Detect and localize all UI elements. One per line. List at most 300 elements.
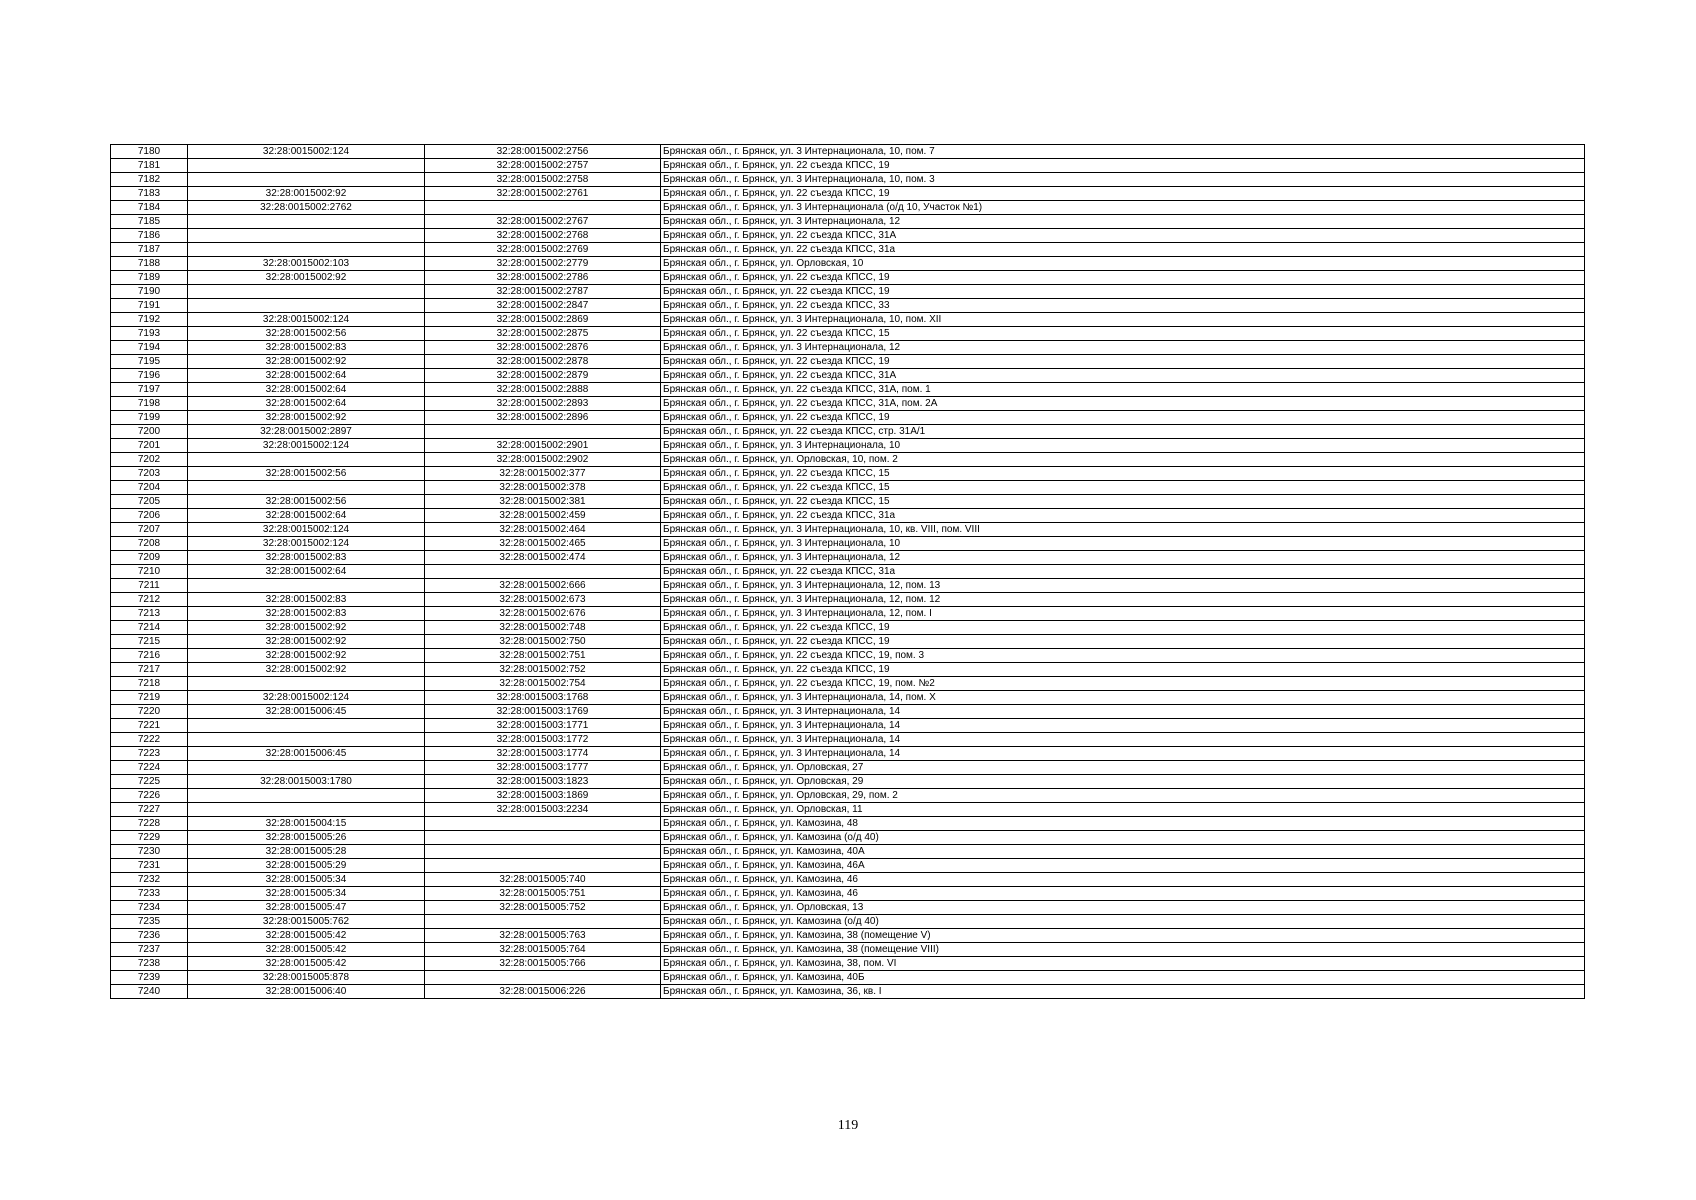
land-plot-number-cell: 32:28:0015002:92: [188, 663, 425, 677]
land-plot-number-cell: 32:28:0015002:92: [188, 411, 425, 425]
object-number-cell: 32:28:0015005:751: [425, 887, 661, 901]
table-row: [111, 551, 1585, 565]
land-plot-number-cell: 32:28:0015005:762: [188, 915, 425, 929]
land-plot-number-cell: 32:28:0015005:47: [188, 901, 425, 915]
address-cell: Брянская обл., г. Брянск, ул. 22 съезда КПСС, 19: [661, 411, 1585, 425]
row-number-cell: 7199: [111, 411, 188, 425]
address-cell: Брянская обл., г. Брянск, ул. Камозина, 48: [661, 817, 1585, 831]
land-plot-number-cell: 32:28:0015002:2897: [188, 425, 425, 439]
address-cell: Брянская обл., г. Брянск, ул. 22 съезда КПСС, 19: [661, 663, 1585, 677]
land-plot-number-cell: 32:28:0015002:64: [188, 509, 425, 523]
row-number-cell: 7183: [111, 187, 188, 201]
object-number-cell: 32:28:0015002:2896: [425, 411, 661, 425]
row-number-cell: 7181: [111, 159, 188, 173]
land-plot-number-cell: 32:28:0015005:34: [188, 887, 425, 901]
object-number-cell: [425, 565, 661, 579]
land-plot-number-cell: 32:28:0015005:28: [188, 845, 425, 859]
object-number-cell: 32:28:0015002:2756: [425, 145, 661, 159]
address-cell: Брянская обл., г. Брянск, ул. 3 Интернационала, 14: [661, 705, 1585, 719]
land-plot-number-cell: 32:28:0015005:878: [188, 971, 425, 985]
table-row: [111, 649, 1585, 663]
address-cell: Брянская обл., г. Брянск, ул. 22 съезда КПСС, 19, пом. №2: [661, 677, 1585, 691]
address-cell: Брянская обл., г. Брянск, ул. 3 Интернационала, 10, пом. XII: [661, 313, 1585, 327]
table-row: [111, 369, 1585, 383]
address-cell: Брянская обл., г. Брянск, ул. 22 съезда КПСС, 19: [661, 159, 1585, 173]
row-number-cell: 7188: [111, 257, 188, 271]
land-plot-number-cell: 32:28:0015002:124: [188, 145, 425, 159]
address-cell: Брянская обл., г. Брянск, ул. 22 съезда КПСС, 31А, пом. 1: [661, 383, 1585, 397]
table-row: [111, 719, 1585, 733]
land-plot-number-cell: 32:28:0015002:83: [188, 341, 425, 355]
object-number-cell: 32:28:0015002:2893: [425, 397, 661, 411]
address-cell: Брянская обл., г. Брянск, ул. 3 Интернационала (о/д 10, Участок №1): [661, 201, 1585, 215]
address-cell: Брянская обл., г. Брянск, ул. 22 съезда КПСС, 19: [661, 621, 1585, 635]
address-cell: Брянская обл., г. Брянск, ул. 3 Интернационала, 12, пом. 12: [661, 593, 1585, 607]
land-plot-number-cell: 32:28:0015002:92: [188, 355, 425, 369]
address-cell: Брянская обл., г. Брянск, ул. 22 съезда КПСС, 19, пом. 3: [661, 649, 1585, 663]
land-plot-number-cell: 32:28:0015002:92: [188, 271, 425, 285]
table-row: [111, 453, 1585, 467]
land-plot-number-cell: [188, 761, 425, 775]
row-number-cell: 7231: [111, 859, 188, 873]
land-plot-number-cell: 32:28:0015006:45: [188, 705, 425, 719]
row-number-cell: 7224: [111, 761, 188, 775]
address-cell: Брянская обл., г. Брянск, ул. Орловская, 13: [661, 901, 1585, 915]
land-plot-number-cell: 32:28:0015002:56: [188, 327, 425, 341]
table-row: [111, 523, 1585, 537]
address-cell: Брянская обл., г. Брянск, ул. Камозина, 46А: [661, 859, 1585, 873]
address-cell: Брянская обл., г. Брянск, ул. Камозина (о/д 40): [661, 915, 1585, 929]
row-number-cell: 7182: [111, 173, 188, 187]
land-plot-number-cell: 32:28:0015005:34: [188, 873, 425, 887]
table-row: [111, 929, 1585, 943]
row-number-cell: 7208: [111, 537, 188, 551]
address-cell: Брянская обл., г. Брянск, ул. 3 Интернационала, 14: [661, 733, 1585, 747]
address-cell: Брянская обл., г. Брянск, ул. Камозина, 46: [661, 873, 1585, 887]
object-number-cell: 32:28:0015005:763: [425, 929, 661, 943]
row-number-cell: 7180: [111, 145, 188, 159]
address-cell: Брянская обл., г. Брянск, ул. Камозина, 38 (помещение V): [661, 929, 1585, 943]
table-row: [111, 747, 1585, 761]
row-number-cell: 7184: [111, 201, 188, 215]
land-plot-number-cell: [188, 789, 425, 803]
table-row: [111, 733, 1585, 747]
row-number-cell: 7209: [111, 551, 188, 565]
row-number-cell: 7230: [111, 845, 188, 859]
row-number-cell: 7220: [111, 705, 188, 719]
row-number-cell: 7202: [111, 453, 188, 467]
land-plot-number-cell: 32:28:0015005:42: [188, 929, 425, 943]
object-number-cell: 32:28:0015002:378: [425, 481, 661, 495]
land-plot-number-cell: 32:28:0015002:124: [188, 313, 425, 327]
object-number-cell: 32:28:0015002:2786: [425, 271, 661, 285]
land-plot-number-cell: 32:28:0015002:83: [188, 607, 425, 621]
row-number-cell: 7219: [111, 691, 188, 705]
object-number-cell: 32:28:0015003:1771: [425, 719, 661, 733]
object-number-cell: [425, 859, 661, 873]
land-plot-number-cell: [188, 677, 425, 691]
object-number-cell: 32:28:0015002:2847: [425, 299, 661, 313]
object-number-cell: 32:28:0015002:2767: [425, 215, 661, 229]
address-cell: Брянская обл., г. Брянск, ул. 22 съезда КПСС, 15: [661, 327, 1585, 341]
land-plot-number-cell: 32:28:0015002:64: [188, 383, 425, 397]
object-number-cell: 32:28:0015002:2878: [425, 355, 661, 369]
table-row: [111, 187, 1585, 201]
object-number-cell: 32:28:0015002:754: [425, 677, 661, 691]
object-number-cell: 32:28:0015002:2888: [425, 383, 661, 397]
table-row: [111, 677, 1585, 691]
table-row: [111, 439, 1585, 453]
table-row: [111, 173, 1585, 187]
address-cell: Брянская обл., г. Брянск, ул. 22 съезда КПСС, 31а: [661, 509, 1585, 523]
object-number-cell: 32:28:0015002:2787: [425, 285, 661, 299]
object-number-cell: 32:28:0015002:465: [425, 537, 661, 551]
row-number-cell: 7203: [111, 467, 188, 481]
object-number-cell: 32:28:0015002:751: [425, 649, 661, 663]
land-plot-number-cell: 32:28:0015005:42: [188, 957, 425, 971]
row-number-cell: 7225: [111, 775, 188, 789]
address-cell: Брянская обл., г. Брянск, ул. Орловская, 10, пом. 2: [661, 453, 1585, 467]
row-number-cell: 7240: [111, 985, 188, 999]
row-number-cell: 7223: [111, 747, 188, 761]
object-number-cell: 32:28:0015003:2234: [425, 803, 661, 817]
address-cell: Брянская обл., г. Брянск, ул. Камозина, 40Б: [661, 971, 1585, 985]
row-number-cell: 7206: [111, 509, 188, 523]
address-cell: Брянская обл., г. Брянск, ул. Орловская, 10: [661, 257, 1585, 271]
object-number-cell: 32:28:0015003:1777: [425, 761, 661, 775]
address-cell: Брянская обл., г. Брянск, ул. 22 съезда КПСС, 19: [661, 355, 1585, 369]
address-cell: Брянская обл., г. Брянск, ул. Камозина, 46: [661, 887, 1585, 901]
row-number-cell: 7232: [111, 873, 188, 887]
table-row: [111, 831, 1585, 845]
land-plot-number-cell: 32:28:0015002:124: [188, 523, 425, 537]
object-number-cell: 32:28:0015002:666: [425, 579, 661, 593]
table-row: [111, 887, 1585, 901]
object-number-cell: 32:28:0015005:740: [425, 873, 661, 887]
object-number-cell: 32:28:0015002:2902: [425, 453, 661, 467]
land-plot-number-cell: [188, 159, 425, 173]
row-number-cell: 7213: [111, 607, 188, 621]
land-plot-number-cell: 32:28:0015002:124: [188, 537, 425, 551]
address-cell: Брянская обл., г. Брянск, ул. 3 Интернационала, 12: [661, 551, 1585, 565]
object-number-cell: [425, 971, 661, 985]
land-plot-number-cell: 32:28:0015004:15: [188, 817, 425, 831]
row-number-cell: 7194: [111, 341, 188, 355]
table-row: [111, 495, 1585, 509]
address-cell: Брянская обл., г. Брянск, ул. 3 Интернационала, 12, пом. 13: [661, 579, 1585, 593]
land-plot-number-cell: [188, 229, 425, 243]
row-number-cell: 7216: [111, 649, 188, 663]
land-plot-number-cell: 32:28:0015002:92: [188, 621, 425, 635]
row-number-cell: 7201: [111, 439, 188, 453]
land-plot-number-cell: [188, 803, 425, 817]
table-row: [111, 313, 1585, 327]
page-number: 119: [837, 1118, 859, 1133]
table-row: [111, 397, 1585, 411]
address-cell: Брянская обл., г. Брянск, ул. 22 съезда КПСС, 19: [661, 271, 1585, 285]
table-row: [111, 243, 1585, 257]
address-cell: Брянская обл., г. Брянск, ул. 22 съезда КПСС, 15: [661, 495, 1585, 509]
address-cell: Брянская обл., г. Брянск, ул. Орловская, 29: [661, 775, 1585, 789]
address-cell: Брянская обл., г. Брянск, ул. Камозина, 38, пом. VI: [661, 957, 1585, 971]
land-plot-number-cell: 32:28:0015005:26: [188, 831, 425, 845]
object-number-cell: 32:28:0015002:2869: [425, 313, 661, 327]
table-row: [111, 915, 1585, 929]
row-number-cell: 7229: [111, 831, 188, 845]
address-cell: Брянская обл., г. Брянск, ул. 22 съезда КПСС, 31А: [661, 229, 1585, 243]
land-plot-number-cell: 32:28:0015006:40: [188, 985, 425, 999]
table-row: [111, 201, 1585, 215]
object-number-cell: 32:28:0015002:2875: [425, 327, 661, 341]
table-row: [111, 691, 1585, 705]
row-number-cell: 7190: [111, 285, 188, 299]
row-number-cell: 7227: [111, 803, 188, 817]
address-cell: Брянская обл., г. Брянск, ул. 3 Интернационала, 10, пом. 3: [661, 173, 1585, 187]
address-cell: Брянская обл., г. Брянск, ул. Камозина, 40А: [661, 845, 1585, 859]
table-row: [111, 621, 1585, 635]
address-cell: Брянская обл., г. Брянск, ул. 22 съезда КПСС, 31а: [661, 565, 1585, 579]
row-number-cell: 7197: [111, 383, 188, 397]
object-number-cell: 32:28:0015003:1769: [425, 705, 661, 719]
object-number-cell: 32:28:0015002:752: [425, 663, 661, 677]
table-row: [111, 593, 1585, 607]
row-number-cell: 7185: [111, 215, 188, 229]
land-plot-number-cell: [188, 453, 425, 467]
object-number-cell: 32:28:0015002:2779: [425, 257, 661, 271]
table-row: [111, 607, 1585, 621]
object-number-cell: 32:28:0015002:2761: [425, 187, 661, 201]
address-cell: Брянская обл., г. Брянск, ул. 3 Интернационала, 14, пом. X: [661, 691, 1585, 705]
land-plot-number-cell: 32:28:0015003:1780: [188, 775, 425, 789]
land-plot-number-cell: 32:28:0015002:64: [188, 369, 425, 383]
object-number-cell: [425, 425, 661, 439]
address-cell: Брянская обл., г. Брянск, ул. 3 Интернационала, 12: [661, 341, 1585, 355]
table-row: [111, 901, 1585, 915]
object-number-cell: 32:28:0015002:2758: [425, 173, 661, 187]
object-number-cell: 32:28:0015002:474: [425, 551, 661, 565]
object-number-cell: 32:28:0015003:1772: [425, 733, 661, 747]
object-number-cell: 32:28:0015002:464: [425, 523, 661, 537]
object-number-cell: [425, 845, 661, 859]
table-row: [111, 145, 1585, 159]
table-row: [111, 509, 1585, 523]
table-row: [111, 985, 1585, 999]
address-cell: Брянская обл., г. Брянск, ул. 22 съезда КПСС, 15: [661, 481, 1585, 495]
address-cell: Брянская обл., г. Брянск, ул. Орловская, 27: [661, 761, 1585, 775]
table-row: [111, 467, 1585, 481]
object-number-cell: [425, 915, 661, 929]
object-number-cell: [425, 831, 661, 845]
row-number-cell: 7235: [111, 915, 188, 929]
row-number-cell: 7237: [111, 943, 188, 957]
address-cell: Брянская обл., г. Брянск, ул. 3 Интернационала, 10, кв. VIII, пом. VIII: [661, 523, 1585, 537]
row-number-cell: 7189: [111, 271, 188, 285]
row-number-cell: 7196: [111, 369, 188, 383]
row-number-cell: 7205: [111, 495, 188, 509]
address-cell: Брянская обл., г. Брянск, ул. 3 Интернационала, 12: [661, 215, 1585, 229]
table-row: [111, 271, 1585, 285]
object-number-cell: 32:28:0015006:226: [425, 985, 661, 999]
table-row: [111, 789, 1585, 803]
object-number-cell: 32:28:0015002:381: [425, 495, 661, 509]
table-row: [111, 803, 1585, 817]
object-number-cell: 32:28:0015002:748: [425, 621, 661, 635]
table-row: [111, 873, 1585, 887]
row-number-cell: 7204: [111, 481, 188, 495]
table-row: [111, 957, 1585, 971]
row-number-cell: 7233: [111, 887, 188, 901]
land-plot-number-cell: [188, 579, 425, 593]
object-number-cell: 32:28:0015002:750: [425, 635, 661, 649]
row-number-cell: 7195: [111, 355, 188, 369]
land-plot-number-cell: 32:28:0015005:29: [188, 859, 425, 873]
object-number-cell: [425, 817, 661, 831]
row-number-cell: 7236: [111, 929, 188, 943]
land-plot-number-cell: 32:28:0015002:64: [188, 397, 425, 411]
cadastral-table: [110, 144, 1585, 999]
land-plot-number-cell: [188, 719, 425, 733]
land-plot-number-cell: 32:28:0015002:56: [188, 495, 425, 509]
address-cell: Брянская обл., г. Брянск, ул. 3 Интернационала, 10: [661, 537, 1585, 551]
land-plot-number-cell: 32:28:0015002:2762: [188, 201, 425, 215]
object-number-cell: 32:28:0015003:1869: [425, 789, 661, 803]
row-number-cell: 7221: [111, 719, 188, 733]
table-row: [111, 845, 1585, 859]
address-cell: Брянская обл., г. Брянск, ул. 22 съезда КПСС, 19: [661, 635, 1585, 649]
row-number-cell: 7186: [111, 229, 188, 243]
row-number-cell: 7193: [111, 327, 188, 341]
object-number-cell: 32:28:0015002:2768: [425, 229, 661, 243]
row-number-cell: 7214: [111, 621, 188, 635]
object-number-cell: 32:28:0015002:459: [425, 509, 661, 523]
land-plot-number-cell: 32:28:0015002:92: [188, 649, 425, 663]
object-number-cell: 32:28:0015003:1774: [425, 747, 661, 761]
table-row: [111, 817, 1585, 831]
table-row: [111, 775, 1585, 789]
address-cell: Брянская обл., г. Брянск, ул. 3 Интернационала, 14: [661, 747, 1585, 761]
object-number-cell: 32:28:0015002:2901: [425, 439, 661, 453]
row-number-cell: 7215: [111, 635, 188, 649]
row-number-cell: 7226: [111, 789, 188, 803]
object-number-cell: [425, 201, 661, 215]
table-row: [111, 159, 1585, 173]
table-row: [111, 411, 1585, 425]
address-cell: Брянская обл., г. Брянск, ул. 3 Интернационала, 10: [661, 439, 1585, 453]
table-row: [111, 761, 1585, 775]
table-row: [111, 705, 1585, 719]
land-plot-number-cell: 32:28:0015002:92: [188, 635, 425, 649]
table-row: [111, 943, 1585, 957]
table-row: [111, 481, 1585, 495]
address-cell: Брянская обл., г. Брянск, ул. 3 Интернационала, 12, пом. I: [661, 607, 1585, 621]
table-row: [111, 537, 1585, 551]
table-row: [111, 859, 1585, 873]
row-number-cell: 7192: [111, 313, 188, 327]
row-number-cell: 7198: [111, 397, 188, 411]
address-cell: Брянская обл., г. Брянск, ул. Орловская, 29, пом. 2: [661, 789, 1585, 803]
land-plot-number-cell: [188, 215, 425, 229]
object-number-cell: 32:28:0015005:752: [425, 901, 661, 915]
land-plot-number-cell: 32:28:0015005:42: [188, 943, 425, 957]
address-cell: Брянская обл., г. Брянск, ул. 3 Интернационала, 14: [661, 719, 1585, 733]
land-plot-number-cell: [188, 173, 425, 187]
object-number-cell: 32:28:0015002:673: [425, 593, 661, 607]
row-number-cell: 7200: [111, 425, 188, 439]
table-row: [111, 285, 1585, 299]
row-number-cell: 7211: [111, 579, 188, 593]
land-plot-number-cell: [188, 243, 425, 257]
address-cell: Брянская обл., г. Брянск, ул. Камозина (о/д 40): [661, 831, 1585, 845]
row-number-cell: 7210: [111, 565, 188, 579]
row-number-cell: 7191: [111, 299, 188, 313]
land-plot-number-cell: 32:28:0015002:124: [188, 439, 425, 453]
land-plot-number-cell: 32:28:0015006:45: [188, 747, 425, 761]
address-cell: Брянская обл., г. Брянск, ул. 22 съезда КПСС, 19: [661, 285, 1585, 299]
address-cell: Брянская обл., г. Брянск, ул. 22 съезда КПСС, 19: [661, 187, 1585, 201]
address-cell: Брянская обл., г. Брянск, ул. Камозина, 36, кв. I: [661, 985, 1585, 999]
address-cell: Брянская обл., г. Брянск, ул. 22 съезда КПСС, 33: [661, 299, 1585, 313]
object-number-cell: 32:28:0015002:676: [425, 607, 661, 621]
table-row: [111, 579, 1585, 593]
table-row: [111, 663, 1585, 677]
table-row: [111, 229, 1585, 243]
row-number-cell: 7222: [111, 733, 188, 747]
land-plot-number-cell: 32:28:0015002:124: [188, 691, 425, 705]
table-row: [111, 565, 1585, 579]
row-number-cell: 7207: [111, 523, 188, 537]
table-row: [111, 355, 1585, 369]
row-number-cell: 7228: [111, 817, 188, 831]
row-number-cell: 7217: [111, 663, 188, 677]
table-row: [111, 215, 1585, 229]
address-cell: Брянская обл., г. Брянск, ул. 22 съезда КПСС, 15: [661, 467, 1585, 481]
object-number-cell: 32:28:0015005:764: [425, 943, 661, 957]
row-number-cell: 7238: [111, 957, 188, 971]
land-plot-number-cell: [188, 285, 425, 299]
table-row: [111, 299, 1585, 313]
land-plot-number-cell: 32:28:0015002:92: [188, 187, 425, 201]
address-cell: Брянская обл., г. Брянск, ул. 22 съезда КПСС, 31а: [661, 243, 1585, 257]
table-row: [111, 971, 1585, 985]
table-row: [111, 327, 1585, 341]
object-number-cell: 32:28:0015005:766: [425, 957, 661, 971]
row-number-cell: 7187: [111, 243, 188, 257]
table-row: [111, 383, 1585, 397]
row-number-cell: 7239: [111, 971, 188, 985]
land-plot-number-cell: 32:28:0015002:56: [188, 467, 425, 481]
address-cell: Брянская обл., г. Брянск, ул. 3 Интернационала, 10, пом. 7: [661, 145, 1585, 159]
object-number-cell: 32:28:0015002:2757: [425, 159, 661, 173]
table-row: [111, 257, 1585, 271]
object-number-cell: 32:28:0015002:2769: [425, 243, 661, 257]
object-number-cell: 32:28:0015002:2876: [425, 341, 661, 355]
land-plot-number-cell: [188, 299, 425, 313]
address-cell: Брянская обл., г. Брянск, ул. Камозина, 38 (помещение VIII): [661, 943, 1585, 957]
object-number-cell: 32:28:0015003:1768: [425, 691, 661, 705]
land-plot-number-cell: [188, 481, 425, 495]
table-row: [111, 425, 1585, 439]
object-number-cell: 32:28:0015002:377: [425, 467, 661, 481]
table-row: [111, 635, 1585, 649]
object-number-cell: 32:28:0015002:2879: [425, 369, 661, 383]
address-cell: Брянская обл., г. Брянск, ул. 22 съезда КПСС, 31А: [661, 369, 1585, 383]
object-number-cell: 32:28:0015003:1823: [425, 775, 661, 789]
address-cell: Брянская обл., г. Брянск, ул. Орловская, 11: [661, 803, 1585, 817]
land-plot-number-cell: 32:28:0015002:103: [188, 257, 425, 271]
land-plot-number-cell: 32:28:0015002:83: [188, 593, 425, 607]
address-cell: Брянская обл., г. Брянск, ул. 22 съезда КПСС, стр. 31А/1: [661, 425, 1585, 439]
table-body: [111, 145, 1585, 999]
